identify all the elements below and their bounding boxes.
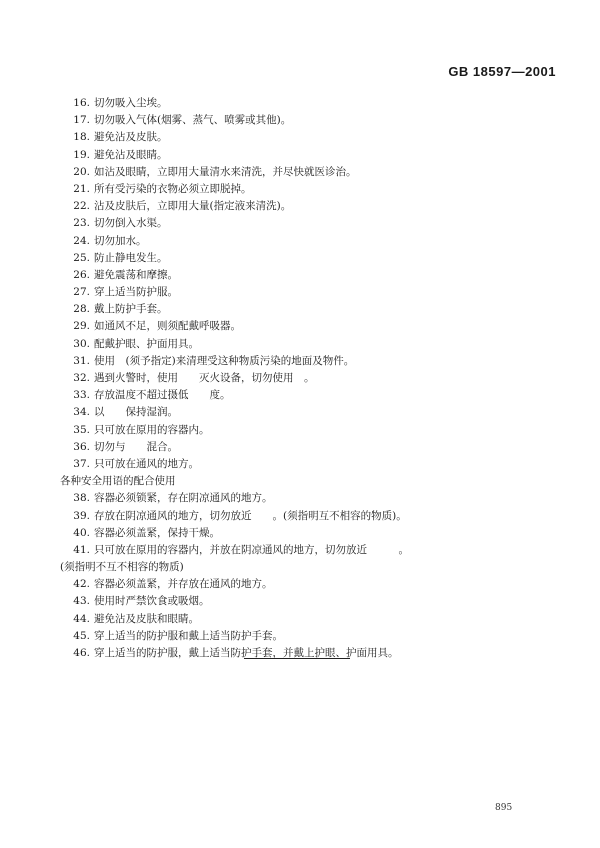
list-item <box>60 456 560 473</box>
item-number: 28. <box>73 303 90 316</box>
list-item <box>60 181 560 198</box>
item-text: 戴上防护手套。 <box>94 303 168 316</box>
phrase-list <box>60 95 560 473</box>
list-item <box>60 95 560 112</box>
list-item <box>60 645 560 662</box>
item-text: 避免沾及皮肤。 <box>94 131 168 144</box>
item-number: 32. <box>73 372 90 384</box>
list-item <box>60 422 560 439</box>
item-text: 使用时严禁饮食或吸烟。 <box>94 595 210 608</box>
end-rule <box>244 658 350 659</box>
item-text: 沾及皮肤后，立即用大量(指定液来清洗)。 <box>94 200 292 213</box>
item-text: 容器必须盖紧，保持干燥。 <box>94 526 220 539</box>
item-number: 18. <box>73 131 90 144</box>
list-item <box>60 164 560 181</box>
list-item <box>60 387 560 404</box>
item-number: 30. <box>73 337 90 350</box>
list-item <box>60 439 560 456</box>
item-text: 存放在阴凉通风的地方，切勿放近 。(须指明互不相容的物质)。 <box>94 509 407 522</box>
list-item <box>60 576 560 593</box>
list-item <box>60 508 560 525</box>
item-number: 20. <box>73 165 90 178</box>
item-number: 33. <box>73 389 90 402</box>
item-text: 切勿加水。 <box>94 234 147 247</box>
item-number: 25. <box>73 251 90 264</box>
item-number: 21. <box>73 182 90 195</box>
item-text: 使用 (须予指定)来清理受这种物质污染的地面及物件。 <box>94 354 355 367</box>
item-number: 45. <box>73 629 90 642</box>
item-number: 37. <box>73 457 90 470</box>
item-number: 23. <box>73 217 90 230</box>
item-text: 以 保持湿润。 <box>94 406 178 419</box>
item-number: 34. <box>73 406 90 419</box>
item-number: 24. <box>73 234 90 247</box>
combined-phrase-list-b <box>60 576 560 662</box>
list-item <box>60 404 560 421</box>
item-text: 如沾及眼睛，立即用大量清水来清洗，并尽快就医诊治。 <box>94 165 357 178</box>
item-text: 穿上适当防护服。 <box>94 286 178 299</box>
list-item <box>60 611 560 628</box>
item-text: 切勿与 混合。 <box>94 440 178 453</box>
item-number: 46. <box>73 647 90 659</box>
list-item <box>60 233 560 250</box>
body-text <box>60 95 560 662</box>
list-item <box>60 336 560 353</box>
item-number: 39. <box>73 509 90 522</box>
list-item <box>60 490 560 507</box>
section-heading: 各种安全用语的配合使用 <box>60 475 176 488</box>
item-number: 16. <box>73 97 90 109</box>
item-text: 穿上适当的防护服和戴上适当防护手套。 <box>94 629 283 642</box>
item-text: 存放温度不超过摄低 度。 <box>94 389 231 402</box>
item-text: 容器必须盖紧，并存放在通风的地方。 <box>94 578 273 591</box>
list-item <box>60 318 560 335</box>
item-text: 切勿吸入尘埃。 <box>94 97 168 109</box>
item-text: 防止静电发生。 <box>94 251 168 264</box>
item-text: 只可放在原用的容器内。 <box>94 423 210 436</box>
list-item <box>60 628 560 645</box>
item-text: 所有受污染的衣物必须立即脱掉。 <box>94 182 252 195</box>
item-text: 切勿吸入气体(烟雾、蒸气、喷雾或其他)。 <box>94 114 292 127</box>
item-text: 容器必须锁紧，存在阴凉通风的地方。 <box>94 492 273 505</box>
item-number: 42. <box>73 578 90 591</box>
item-text: 避免沾及皮肤和眼睛。 <box>94 612 199 625</box>
item-text: 穿上适当的防护服，戴上适当防护手套，并戴上护眼、护面用具。 <box>94 647 399 659</box>
item-text: 切勿倒入水渠。 <box>94 217 168 230</box>
item-text: 只可放在原用的容器内，并放在阴凉通风的地方，切勿放近 。 <box>94 543 409 556</box>
item-text: 只可放在通风的地方。 <box>94 457 199 470</box>
page-number: 895 <box>495 803 513 813</box>
item-text: 遇到火警时，使用 灭火设备，切勿使用 。 <box>94 372 315 384</box>
list-item <box>60 525 560 542</box>
standard-code: GB 18597—2001 <box>448 64 556 79</box>
combined-phrase-list-a <box>60 490 560 559</box>
list-item <box>60 593 560 610</box>
item-number: 22. <box>73 200 90 213</box>
list-item <box>60 147 560 164</box>
list-item <box>60 198 560 215</box>
list-item <box>60 284 560 301</box>
item-number: 38. <box>73 492 90 505</box>
item-number: 44. <box>73 612 90 625</box>
item-number: 31. <box>73 354 90 367</box>
item-text: 避免震荡和摩擦。 <box>94 268 178 281</box>
list-item <box>60 542 560 559</box>
item-41-continuation: (须指明不互不相容的物质) <box>60 561 184 574</box>
item-number: 36. <box>73 440 90 453</box>
list-item <box>60 301 560 318</box>
item-number: 43. <box>73 595 90 608</box>
list-item <box>60 129 560 146</box>
list-item <box>60 267 560 284</box>
item-number: 35. <box>73 423 90 436</box>
list-item <box>60 250 560 267</box>
item-number: 26. <box>73 268 90 281</box>
item-number: 29. <box>73 320 90 333</box>
item-number: 19. <box>73 148 90 161</box>
list-item <box>60 215 560 232</box>
list-item <box>60 353 560 370</box>
list-item <box>60 112 560 129</box>
item-number: 17. <box>73 114 90 127</box>
item-text: 如通风不足，则须配戴呼吸器。 <box>94 320 241 333</box>
item-text: 避免沾及眼睛。 <box>94 148 168 161</box>
item-text: 配戴护眼、护面用具。 <box>94 337 199 350</box>
item-number: 41. <box>73 543 90 556</box>
item-number: 40. <box>73 526 90 539</box>
list-item <box>60 370 560 387</box>
item-number: 27. <box>73 286 90 299</box>
